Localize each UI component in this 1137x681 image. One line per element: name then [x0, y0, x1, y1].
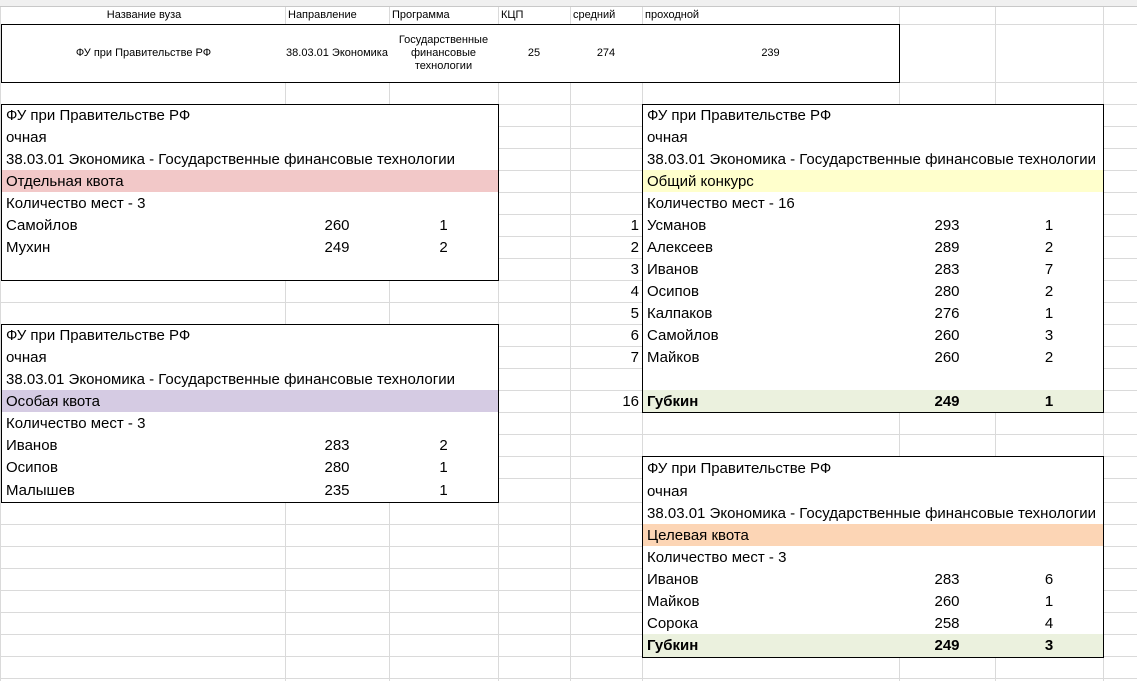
table-row-prio[interactable]: 1	[389, 478, 499, 503]
table-row-prio[interactable]: 6	[995, 568, 1104, 591]
summary-pass-cell[interactable]: 239	[642, 24, 900, 83]
target-quota-category[interactable]: Целевая квота	[642, 524, 1104, 547]
table-row-name[interactable]: Малышев	[1, 478, 286, 503]
table-row-score[interactable]: 283	[899, 258, 996, 281]
rank-cell[interactable]: 5	[630, 304, 639, 322]
table-row-name[interactable]: Иванов	[642, 568, 900, 591]
table-row-score[interactable]: 235	[285, 478, 390, 503]
summary-avg-cell[interactable]: 274	[570, 24, 643, 83]
table-row-score[interactable]: 283	[285, 434, 390, 457]
general-program[interactable]: 38.03.01 Экономика - Государственные финансовые технологии	[642, 148, 1104, 171]
header-kcp: КЦП	[501, 9, 524, 21]
table-row-score[interactable]: 293	[899, 214, 996, 237]
summary-program-cell[interactable]: Государственные финансовые технологии	[389, 24, 499, 83]
table-row-prio[interactable]: 1	[995, 214, 1104, 237]
table-row-name[interactable]: Иванов	[1, 434, 286, 457]
highlighted-row-prio[interactable]: 3	[995, 634, 1104, 658]
table-row-prio[interactable]: 7	[995, 258, 1104, 281]
table-row-name[interactable]: Самойлов	[1, 214, 286, 237]
header-program: Программа	[392, 9, 450, 21]
special-quota-program[interactable]: 38.03.01 Экономика - Государственные финансовые технологии	[1, 368, 499, 391]
target-quota-places[interactable]: Количество мест - 3	[642, 546, 1104, 569]
table-row-name[interactable]: Майков	[642, 346, 900, 369]
special-quota-category[interactable]: Особая квота	[1, 390, 499, 413]
table-row-prio[interactable]: 1	[389, 456, 499, 479]
special-quota-form[interactable]: очная	[1, 346, 499, 369]
table-row-score[interactable]: 260	[899, 324, 996, 347]
rank-cell[interactable]: 3	[630, 260, 639, 278]
rank-cell[interactable]: 2	[630, 238, 639, 256]
summary-direction-cell[interactable]: 38.03.01 Экономика	[285, 24, 390, 83]
table-row-name[interactable]: Осипов	[642, 280, 900, 303]
target-quota-form[interactable]: очная	[642, 480, 1104, 503]
table-row-prio[interactable]: 2	[995, 346, 1104, 369]
header-pass: проходной	[645, 9, 700, 21]
separate-quota-places[interactable]: Количество мест - 3	[1, 192, 499, 215]
separate-quota-program[interactable]: 38.03.01 Экономика - Государственные финансовые технологии	[1, 148, 499, 171]
table-row-prio[interactable]: 1	[995, 590, 1104, 613]
separate-quota-form[interactable]: очная	[1, 126, 499, 149]
empty-cell[interactable]	[995, 368, 1104, 391]
rank-cell[interactable]: 16	[622, 392, 639, 410]
target-quota-university[interactable]: ФУ при Правительстве РФ	[642, 456, 1104, 481]
special-quota-university[interactable]: ФУ при Правительстве РФ	[1, 324, 499, 347]
table-row-score[interactable]: 260	[285, 214, 390, 237]
highlighted-row-name[interactable]: Губкин	[642, 634, 900, 658]
separate-quota-university[interactable]: ФУ при Правительстве РФ	[1, 104, 499, 127]
table-row-name[interactable]: Осипов	[1, 456, 286, 479]
empty-cell[interactable]	[899, 368, 996, 391]
highlighted-row-score[interactable]: 249	[899, 634, 996, 658]
table-row-prio[interactable]: 4	[995, 612, 1104, 635]
rank-cell[interactable]: 6	[630, 326, 639, 344]
general-form[interactable]: очная	[642, 126, 1104, 149]
general-category[interactable]: Общий конкурс	[642, 170, 1104, 193]
table-row-prio[interactable]: 2	[389, 434, 499, 457]
rank-cell[interactable]: 1	[630, 216, 639, 234]
table-row-prio[interactable]: 2	[995, 236, 1104, 259]
table-row-score[interactable]: 280	[899, 280, 996, 303]
summary-kcp-cell[interactable]: 25	[498, 24, 571, 83]
header-avg: средний	[573, 9, 616, 21]
table-row-name[interactable]: Мухин	[1, 236, 286, 259]
highlighted-row-name[interactable]: Губкин	[642, 390, 900, 413]
table-row-score[interactable]: 283	[899, 568, 996, 591]
header-direction: Направление	[288, 9, 357, 21]
header-university: Название вуза	[106, 9, 182, 21]
table-row-score[interactable]: 249	[285, 236, 390, 259]
table-row-name[interactable]: Сорока	[642, 612, 900, 635]
table-row-score[interactable]: 260	[899, 346, 996, 369]
table-row-name[interactable]: Усманов	[642, 214, 900, 237]
table-row-prio[interactable]: 1	[389, 214, 499, 237]
table-row-score[interactable]: 260	[899, 590, 996, 613]
table-row-name[interactable]: Иванов	[642, 258, 900, 281]
table-row-name[interactable]: Алексеев	[642, 236, 900, 259]
highlighted-row-score[interactable]: 249	[899, 390, 996, 413]
table-row-prio[interactable]: 3	[995, 324, 1104, 347]
table-row-score[interactable]: 280	[285, 456, 390, 479]
separate-quota-category[interactable]: Отдельная квота	[1, 170, 499, 193]
general-university[interactable]: ФУ при Правительстве РФ	[642, 104, 1104, 127]
empty-cell[interactable]	[389, 258, 499, 281]
table-row-score[interactable]: 276	[899, 302, 996, 325]
table-row-prio[interactable]: 1	[995, 302, 1104, 325]
table-row-prio[interactable]: 2	[995, 280, 1104, 303]
rank-cell[interactable]: 7	[630, 348, 639, 366]
target-quota-program[interactable]: 38.03.01 Экономика - Государственные финансовые технологии	[642, 502, 1104, 525]
empty-cell[interactable]	[285, 258, 390, 281]
table-row-score[interactable]: 289	[899, 236, 996, 259]
general-places[interactable]: Количество мест - 16	[642, 192, 1104, 215]
table-row-prio[interactable]: 2	[389, 236, 499, 259]
table-row-name[interactable]: Майков	[642, 590, 900, 613]
table-row-score[interactable]: 258	[899, 612, 996, 635]
highlighted-row-prio[interactable]: 1	[995, 390, 1104, 413]
rank-cell[interactable]: 4	[630, 282, 639, 300]
summary-university-cell[interactable]: ФУ при Правительстве РФ	[1, 24, 286, 83]
special-quota-places[interactable]: Количество мест - 3	[1, 412, 499, 435]
empty-cell[interactable]	[1, 258, 286, 281]
table-row-name[interactable]: Калпаков	[642, 302, 900, 325]
empty-cell[interactable]	[642, 368, 900, 391]
table-row-name[interactable]: Самойлов	[642, 324, 900, 347]
